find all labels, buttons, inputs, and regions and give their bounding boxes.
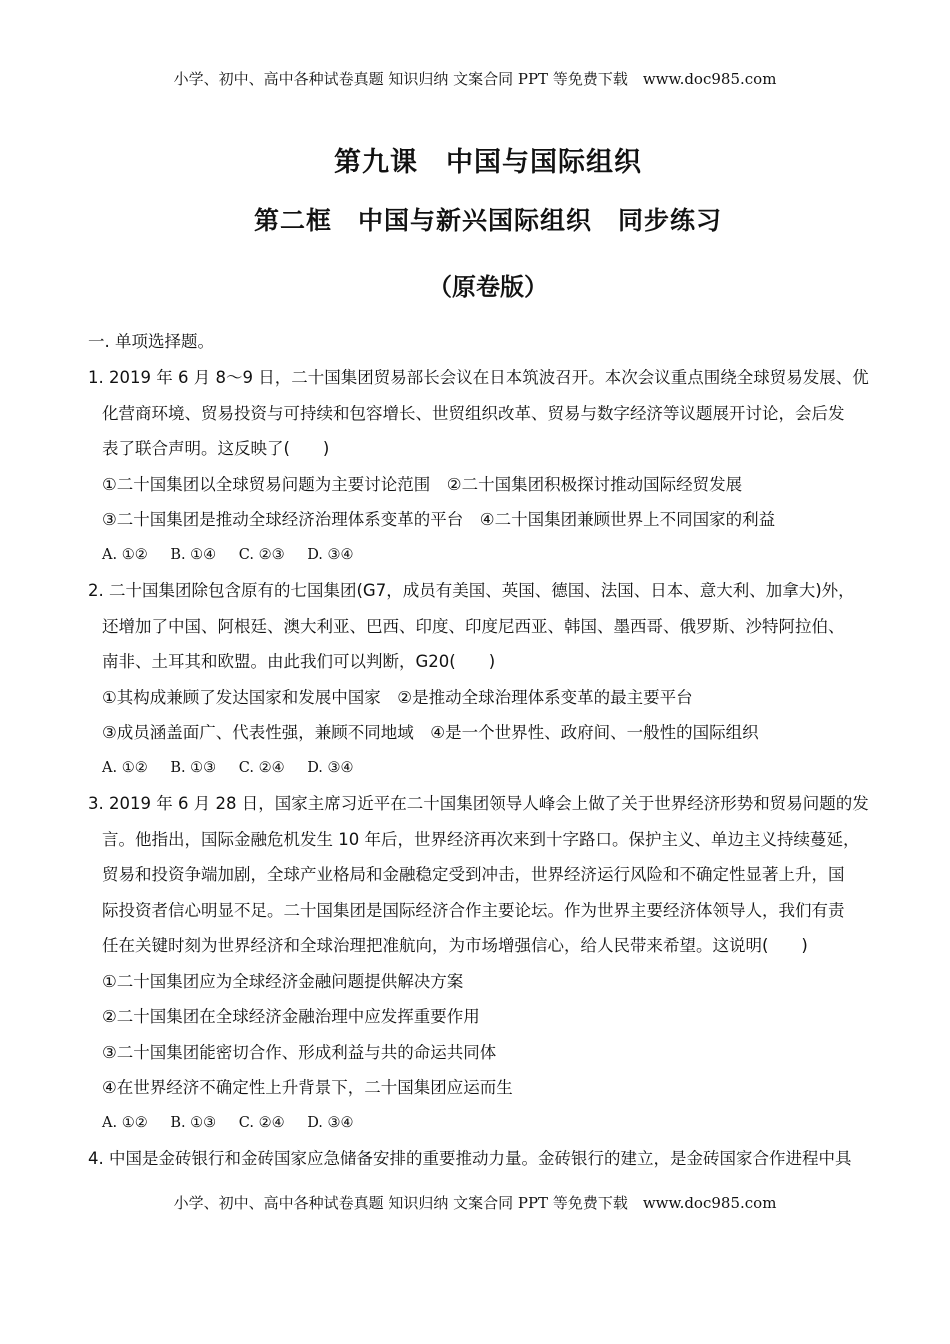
edition-label: （原卷版）	[428, 273, 548, 301]
question-text-line: 2. 二十国集团除包含原有的七国集团(G7，成员有美国、英国、德国、法国、日本、意大利、加拿大)外，	[88, 581, 855, 600]
question-2	[88, 573, 878, 786]
answer-options	[88, 751, 878, 787]
answer-options	[88, 1106, 878, 1142]
lesson-title: 第九课 中国与国际组织	[334, 147, 642, 178]
option-a: A. ①②	[102, 1114, 148, 1131]
statement-line: ③二十国集团是推动全球经济治理体系变革的平台 ④二十国集团兼顾世界上不同国家的利益	[102, 510, 776, 529]
question-3	[88, 786, 878, 1141]
answer-options	[88, 538, 878, 574]
option-b: B. ①③	[170, 1114, 217, 1131]
option-c: C. ②④	[238, 759, 285, 776]
option-c: C. ②③	[238, 546, 285, 563]
question-text-line: 表了联合声明。这反映了( )	[102, 439, 330, 458]
option-b: B. ①④	[170, 546, 217, 563]
question-text-line: 化营商环境、贸易投资与可持续和包容增长、世贸组织改革、贸易与数字经济等议题展开讨论，会后发	[102, 403, 845, 423]
option-b: B. ①③	[170, 759, 217, 776]
question-text-line: 际投资者信心明显不足。二十国集团是国际经济合作主要论坛。作为世界主要经济体领导人，我们有责	[102, 900, 845, 920]
section-title: 第二框 中国与新兴国际组织 同步练习	[253, 206, 722, 235]
question-text-line: 4. 中国是金砖银行和金砖国家应急储备安排的重要推动力量。金砖银行的建立，是金砖国家合作进程中具	[88, 1149, 852, 1168]
option-d: D. ③④	[307, 546, 354, 563]
question-text-line: 任在关键时刻为世界经济和全球治理把准航向，为市场增强信心，给人民带来希望。这说明( )	[102, 936, 808, 955]
statement-line: ④在世界经济不确定性上升背景下，二十国集团应运而生	[102, 1078, 513, 1097]
page-header: 小学、初中、高中各种试卷真题 知识归纳 文案合同 PPT 等免费下载 www.doc985.com	[173, 70, 777, 88]
document-body	[88, 324, 878, 1177]
question-4	[88, 1141, 878, 1177]
section-heading: 一. 单项选择题。	[88, 332, 214, 351]
statement-line: ①二十国集团以全球贸易问题为主要讨论范围 ②二十国集团积极探讨推动国际经贸发展	[102, 474, 743, 494]
option-a: A. ①②	[102, 546, 148, 563]
option-c: C. ②④	[238, 1114, 285, 1131]
statement-line: ②二十国集团在全球经济金融治理中应发挥重要作用	[102, 1007, 480, 1026]
question-text-line: 3. 2019 年 6 月 28 日，国家主席习近平在二十国集团领导人峰会上做了关于世界经济形势和贸易问题的发	[88, 794, 869, 813]
statement-line: ③成员涵盖面广、代表性强，兼顾不同地域 ④是一个世界性、政府间、一般性的国际组织	[102, 723, 759, 742]
question-text-line: 贸易和投资争端加剧，全球产业格局和金融稳定受到冲击，世界经济运行风险和不确定性显著上升，国	[102, 865, 845, 884]
option-a: A. ①②	[102, 759, 148, 776]
question-text-line: 还增加了中国、阿根廷、澳大利亚、巴西、印度、印度尼西亚、韩国、墨西哥、俄罗斯、沙特阿拉伯、	[102, 616, 845, 636]
question-text-line: 1. 2019 年 6 月 8～9 日，二十国集团贸易部长会议在日本筑波召开。本次会议重点围绕全球贸易发展、优	[88, 368, 869, 387]
question-text-line: 南非、土耳其和欧盟。由此我们可以判断，G20( )	[102, 652, 496, 671]
question-text-line: 言。他指出，国际金融危机发生 10 年后，世界经济再次来到十字路口。保护主义、单边主义持续蔓延，	[102, 829, 860, 849]
statement-line: ①其构成兼顾了发达国家和发展中国家 ②是推动全球治理体系变革的最主要平台	[102, 687, 693, 707]
statement-line: ③二十国集团能密切合作、形成利益与共的命运共同体	[102, 1042, 497, 1062]
page-footer: 小学、初中、高中各种试卷真题 知识归纳 文案合同 PPT 等免费下载 www.doc985.com	[173, 1194, 777, 1212]
statement-line: ①二十国集团应为全球经济金融问题提供解决方案	[102, 971, 464, 991]
question-1	[88, 360, 878, 573]
option-d: D. ③④	[307, 759, 354, 776]
option-d: D. ③④	[307, 1114, 354, 1131]
